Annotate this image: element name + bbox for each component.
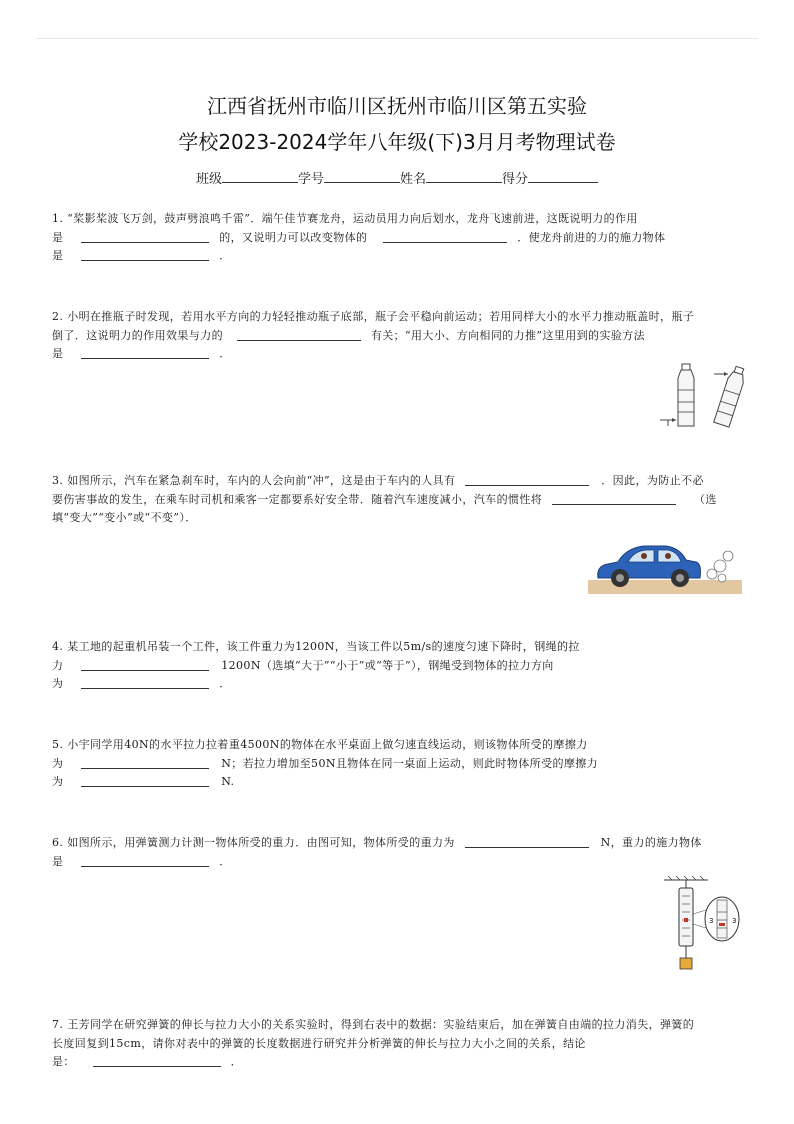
q7-line1: 7. 王芳同学在研究弹簧的伸长与拉力大小的关系实验时，得到右表中的数据：实验结束后，加在弹簧自由端的拉力消失，弹簧的 <box>52 1018 695 1031</box>
q4-text: 1200N（选填“大于”“小于”或“等于”），钢绳受到物体的拉力方向 <box>221 658 554 672</box>
q5-line1: 5. 小宇同学用40N的水平拉力拉着重4500N的物体在水平桌面上做匀速直线运动，则该物体所受的摩擦力 <box>52 738 588 751</box>
class-label: 班级 <box>195 172 222 187</box>
q5-text: N. <box>221 775 235 788</box>
student-info-row <box>0 168 794 187</box>
spring-scale-icon <box>679 888 693 958</box>
q1-line1: 1. “桨影桨波飞万剑，鼓声劈浪鸣千雷”．端午佳节赛龙舟，运动员用力向后划水，龙舟飞速前进，这既说明力的作用 <box>52 212 638 225</box>
question-1 <box>52 210 665 266</box>
q3-line2 <box>52 491 717 510</box>
q2-text: ． <box>219 347 231 360</box>
q6-blank-1[interactable] <box>465 835 589 848</box>
magnified-dial <box>693 897 739 941</box>
name-field[interactable] <box>426 170 502 183</box>
dial-label-right: 3 <box>732 917 737 925</box>
q1-blank-1[interactable] <box>81 230 209 243</box>
q2-blank-1[interactable] <box>237 328 361 341</box>
name-label: 姓名 <box>400 172 427 187</box>
q7-line3 <box>52 1053 694 1072</box>
q2-line2 <box>52 327 694 346</box>
q1-text: 是 <box>52 249 64 262</box>
ceiling-hatch <box>664 876 708 888</box>
q6-text: 是 <box>52 854 64 868</box>
q3-line1 <box>52 472 717 491</box>
q7-text: ． <box>230 1055 243 1068</box>
spring-scale-figure <box>660 874 744 972</box>
q5-blank-2[interactable] <box>81 774 209 787</box>
q5-text: N；若拉力增加至50N且物体在同一桌面上运动，则此时物体所受的摩擦力 <box>221 756 599 770</box>
q1-blank-3[interactable] <box>81 248 209 261</box>
id-label: 学号 <box>297 172 324 187</box>
q4-text: 为 <box>52 677 64 690</box>
q4-blank-2[interactable] <box>81 676 209 689</box>
q6-text: 6. 如图所示，用弹簧测力计测一物体所受的重力．由图可知，物体所受的重力为 <box>52 836 455 849</box>
q3-blank-2[interactable] <box>552 492 676 505</box>
q3-text: ．因此，为防止不必 <box>601 474 704 487</box>
q1-text: ． <box>219 249 231 262</box>
q3-text: 3. 如图所示，汽车在紧急刹车时，车内的人会向前“冲”，这是由于车内的人具有 <box>52 474 456 487</box>
score-label: 得分 <box>502 172 529 187</box>
question-6 <box>52 834 702 871</box>
q2-text: 倒了．这说明力的作用效果与力的 <box>52 328 223 342</box>
question-5 <box>52 736 598 792</box>
q2-blank-2[interactable] <box>81 346 209 359</box>
q3-line3: 填“变大”“变小”或“不变”）． <box>52 511 197 524</box>
q6-blank-2[interactable] <box>81 854 209 867</box>
q3-text: （选 <box>694 492 717 506</box>
q1-line3 <box>52 247 665 266</box>
q7-text: 是： <box>52 1055 75 1068</box>
q1-blank-2[interactable] <box>383 230 507 243</box>
q1-text: 是 <box>52 230 64 244</box>
push-arrow-bottom <box>660 418 676 426</box>
q6-line1 <box>52 834 702 853</box>
q6-text: ． <box>219 854 231 868</box>
road <box>588 580 742 594</box>
q7-blank-1[interactable] <box>93 1054 221 1067</box>
q5-blank-1[interactable] <box>81 756 209 769</box>
q4-blank-1[interactable] <box>81 658 209 671</box>
q3-text: 要伤害事故的发生，在乘车时司机和乘客一定都要系好安全带．随着汽车速度减小，汽车的惯性将 <box>52 492 543 506</box>
upright-bottle-icon <box>678 364 694 426</box>
braking-car-figure <box>588 538 742 594</box>
weight-block <box>680 958 692 969</box>
q5-line3 <box>52 773 598 792</box>
q1-text: 的，又说明力可以改变物体的 <box>219 230 368 244</box>
q4-text: ． <box>219 677 231 690</box>
q4-line1: 4. 某工地的起重机吊装一个工件，该工件重力为1200N，当该工件以5m/s的速度匀速下降时，钢绳的拉 <box>52 640 580 653</box>
q3-blank-1[interactable] <box>465 473 589 486</box>
score-field[interactable] <box>528 170 598 183</box>
exam-title-line2: 学校2023-2024学年八年级(下)3月月考物理试卷 <box>178 130 616 154</box>
q6-line2 <box>52 853 702 872</box>
q4-line3 <box>52 675 580 694</box>
q2-text: 是 <box>52 347 64 360</box>
push-arrow-top <box>714 372 728 376</box>
question-7 <box>52 1016 694 1072</box>
q1-line2 <box>52 229 665 248</box>
q5-text: 为 <box>52 775 64 788</box>
q5-line2 <box>52 755 598 774</box>
q2-line3 <box>52 345 694 364</box>
q4-text: 力 <box>52 658 64 672</box>
brake-smoke-icon <box>707 551 733 582</box>
q1-text: ．使龙舟前进的力的施力物体 <box>517 230 666 244</box>
q2-text: 有关；“用大小、方向相同的力推”这里用到的实验方法 <box>370 328 646 342</box>
q4-line2 <box>52 657 580 676</box>
q6-text: N，重力的施力物体 <box>600 836 702 849</box>
question-3 <box>52 472 717 528</box>
exam-title-line1: 江西省抚州市临川区抚州市临川区第五实验 <box>207 94 587 118</box>
dial-label-left: 3 <box>709 917 714 925</box>
id-field[interactable] <box>324 170 400 183</box>
q2-line1: 2. 小明在推瓶子时发现，若用水平方向的力轻轻推动瓶子底部，瓶子会平稳向前运动；若用同样大小的水平力推动瓶盖时，瓶子 <box>52 310 695 323</box>
question-4 <box>52 638 580 694</box>
bottles-figure <box>656 362 748 430</box>
class-field[interactable] <box>222 170 298 183</box>
top-rule <box>36 38 758 39</box>
q5-text: 为 <box>52 756 64 770</box>
q7-line2: 长度回复到15cm，请你对表中的弹簧的长度数据进行研究并分析弹簧的伸长与拉力大小之间的关系，结论 <box>52 1036 586 1050</box>
question-2 <box>52 308 694 364</box>
